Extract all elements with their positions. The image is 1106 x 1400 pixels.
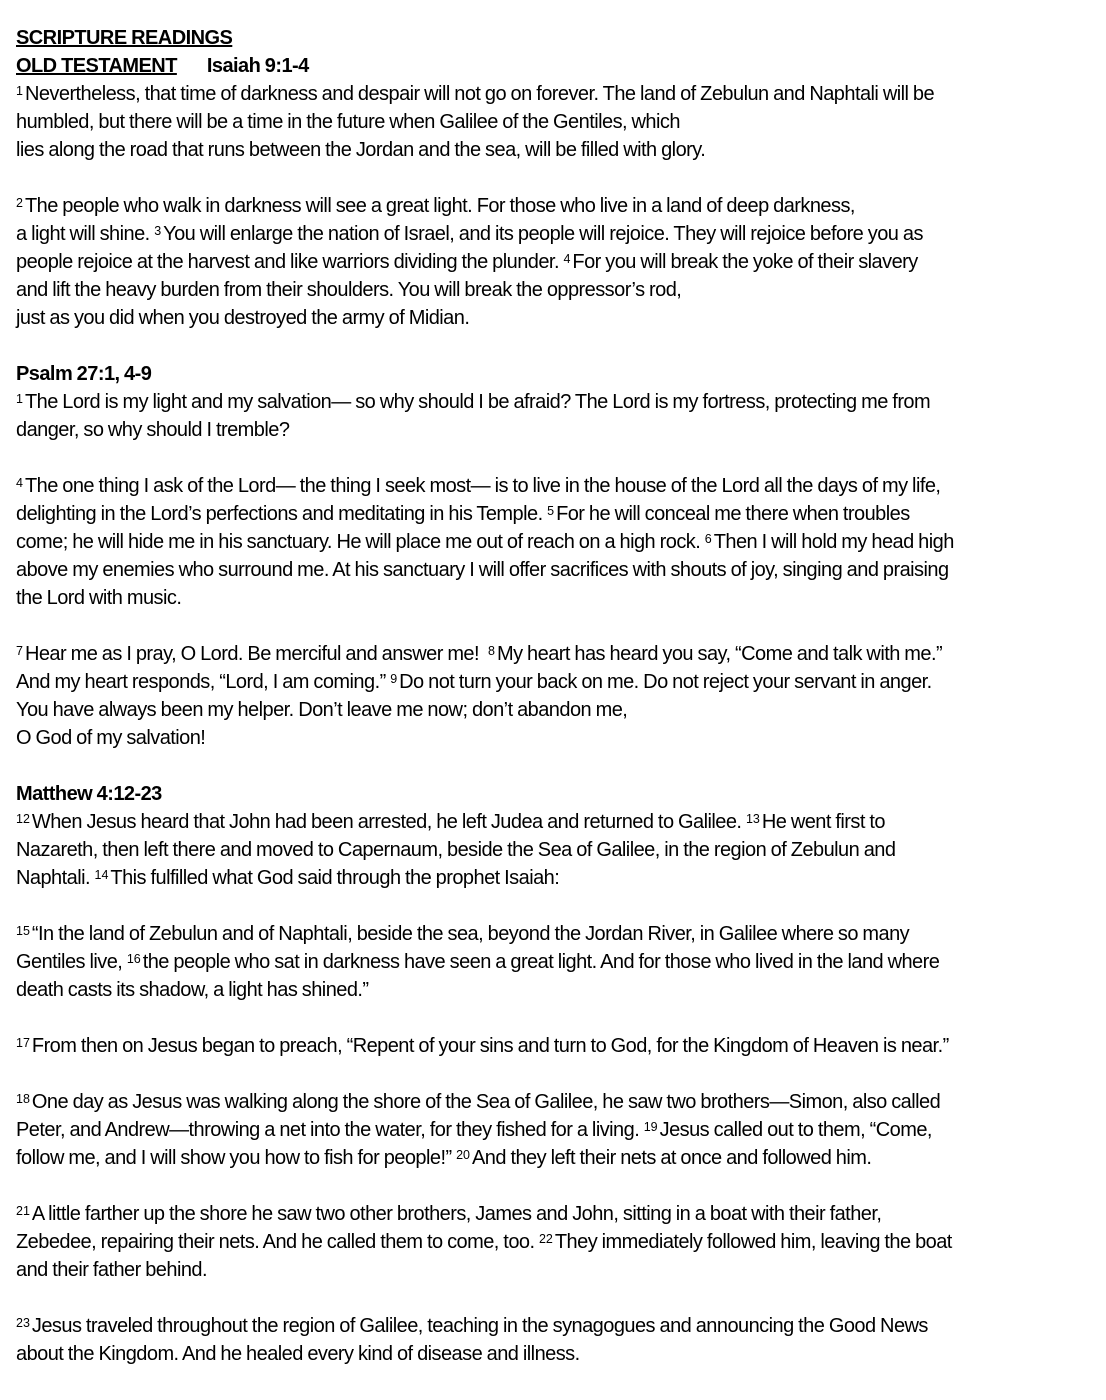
- verse-number: 1: [16, 392, 23, 406]
- paragraph-gap: [16, 1060, 1090, 1088]
- verse-number: 1: [16, 84, 23, 98]
- verse-text: Zebedee, repairing their nets. And he called them to come, too.: [16, 1231, 535, 1253]
- matthew-paragraph-5: [16, 1200, 1090, 1284]
- verse-text: Then I will hold my head high: [713, 531, 954, 553]
- verse-text: He went first to: [761, 811, 885, 833]
- verse-number: 22: [538, 1232, 553, 1246]
- paragraph-gap: [16, 332, 1090, 360]
- verse-text: When Jesus heard that John had been arrested, he left Judea and returned to Galilee.: [31, 811, 742, 833]
- verse-number: 16: [126, 952, 141, 966]
- verse-text: Peter, and Andrew—throwing a net into the water, for they fished for a living.: [16, 1119, 640, 1141]
- isaiah-paragraph-2: [16, 192, 1090, 332]
- matthew-paragraph-3: [16, 1032, 1090, 1060]
- gospel-heading: Matthew 4:12-23: [16, 783, 162, 805]
- paragraph-gap: [16, 1284, 1090, 1312]
- verse-text: You will enlarge the nation of Israel, and its people will rejoice. They will rejoice before you as: [163, 223, 923, 245]
- verse-text: Nazareth, then left there and moved to Capernaum, beside the Sea of Galilee, in the region of Zebulun and: [16, 839, 896, 861]
- verse-text: Jesus traveled throughout the region of Galilee, teaching in the synagogues and announcing the Good News: [31, 1315, 928, 1337]
- verse-text: “In the land of Zebulun and of Naphtali, beside the sea, beyond the Jordan River, in Galilee where so many: [31, 923, 910, 945]
- psalm-paragraph-2: [16, 472, 1090, 612]
- verse-text: And they left their nets at once and followed him.: [472, 1147, 872, 1169]
- verse-text: The people who walk in darkness will see a great light. For those who live in a land of deep darkness,: [24, 195, 855, 217]
- paragraph-gap: [16, 1172, 1090, 1200]
- verse-text: My heart has heard you say, “Come and talk with me.”: [496, 643, 943, 665]
- paragraph-gap: [16, 444, 1090, 472]
- verse-text: about the Kingdom. And he healed every kind of disease and illness.: [16, 1343, 580, 1365]
- verse-text: O God of my salvation!: [16, 727, 206, 749]
- verse-text: For he will conceal me there when troubles: [556, 503, 910, 525]
- verse-text: This fulfilled what God said through the prophet Isaiah:: [110, 867, 560, 889]
- verse-number: 18: [16, 1092, 30, 1106]
- paragraph-gap: [16, 752, 1090, 780]
- verse-text: people rejoice at the harvest and like warriors dividing the plunder.: [16, 251, 559, 273]
- verse-number: 6: [704, 532, 712, 546]
- verse-text: Nevertheless, that time of darkness and despair will not go on forever. The land of Zebulun and Naphtali will be: [24, 83, 935, 105]
- document-title: SCRIPTURE READINGS: [16, 27, 233, 49]
- verse-text: One day as Jesus was walking along the shore of the Sea of Galilee, he saw two brothers—Simon, also called: [31, 1091, 941, 1113]
- verse-text: and lift the heavy burden from their shoulders. You will break the oppressor’s rod,: [16, 279, 682, 301]
- verse-text: humbled, but there will be a time in the future when Galilee of the Gentiles, which: [16, 111, 680, 133]
- verse-text: follow me, and I will show you how to fish for people!”: [16, 1147, 452, 1169]
- verse-text: and their father behind.: [16, 1259, 208, 1281]
- verse-text: You have always been my helper. Don’t leave me now; don’t abandon me,: [16, 699, 628, 721]
- verse-text: lies along the road that runs between the Jordan and the sea, will be filled with glory.: [16, 139, 706, 161]
- verse-text: Do not turn your back on me. Do not reject your servant in anger.: [399, 671, 932, 693]
- verse-text: the Lord with music.: [16, 587, 182, 609]
- verse-number: 20: [456, 1148, 471, 1162]
- verse-number: 23: [16, 1316, 30, 1330]
- verse-text: The Lord is my light and my salvation— so why should I be afraid? The Lord is my fortress, protecting me from: [24, 391, 931, 413]
- matthew-paragraph-1: [16, 808, 1090, 892]
- psalm-paragraph-1: [16, 388, 1090, 444]
- verse-text: Jesus called out to them, “Come,: [659, 1119, 932, 1141]
- verse-number: 5: [547, 504, 555, 518]
- verse-text: A little farther up the shore he saw two other brothers, James and John, sitting in a boat with their father,: [31, 1203, 882, 1225]
- verse-text: Gentiles live,: [16, 951, 123, 973]
- verse-number: 8: [488, 644, 495, 658]
- matthew-paragraph-4: [16, 1088, 1090, 1172]
- old-testament-label: OLD TESTAMENT: [16, 55, 177, 77]
- verse-text: They immediately followed him, leaving the boat: [554, 1231, 952, 1253]
- verse-number: 12: [16, 812, 30, 826]
- verse-number: 14: [94, 868, 109, 882]
- verse-text: a light will shine.: [16, 223, 150, 245]
- verse-number: 9: [390, 672, 398, 686]
- verse-text: Naphtali.: [16, 867, 90, 889]
- paragraph-gap: [16, 164, 1090, 192]
- verse-number: 4: [563, 252, 571, 266]
- verse-text: delighting in the Lord’s perfections and meditating in his Temple.: [16, 503, 543, 525]
- verse-text: death casts its shadow, a light has shined.”: [16, 979, 369, 1001]
- verse-number: 15: [16, 924, 30, 938]
- isaiah-paragraph-1: [16, 80, 1090, 164]
- verse-text: The one thing I ask of the Lord— the thing I seek most— is to live in the house of the Lord all the days of my life,: [24, 475, 941, 497]
- matthew-paragraph-2: [16, 920, 1090, 1004]
- paragraph-gap: [16, 892, 1090, 920]
- old-testament-heading: [16, 52, 1090, 80]
- verse-number: 21: [16, 1204, 30, 1218]
- verse-number: 3: [154, 224, 162, 238]
- matthew-paragraph-6: [16, 1312, 1090, 1368]
- verse-number: 19: [643, 1120, 658, 1134]
- verse-text: just as you did when you destroyed the army of Midian.: [16, 307, 470, 329]
- verse-number: 2: [16, 196, 23, 210]
- verse-text: From then on Jesus began to preach, “Repent of your sins and turn to God, for the Kingdom of Heaven is near.”: [31, 1035, 949, 1057]
- verse-number: 17: [16, 1036, 30, 1050]
- paragraph-gap: [16, 1004, 1090, 1032]
- verse-text: For you will break the yoke of their slavery: [572, 251, 918, 273]
- old-testament-reference: Isaiah 9:1-4: [206, 55, 309, 77]
- verse-text: the people who sat in darkness have seen a great light. And for those who lived in the land where: [142, 951, 940, 973]
- psalm-paragraph-3: [16, 640, 1090, 752]
- paragraph-gap: [16, 612, 1090, 640]
- verse-number: 13: [745, 812, 760, 826]
- verse-text: danger, so why should I tremble?: [16, 419, 290, 441]
- verse-text: And my heart responds, “Lord, I am coming.”: [16, 671, 386, 693]
- verse-text: above my enemies who surround me. At his sanctuary I will offer sacrifices with shouts of joy, singing and praising: [16, 559, 949, 581]
- verse-number: 7: [16, 644, 23, 658]
- verse-text: come; he will hide me in his sanctuary. He will place me out of reach on a high rock.: [16, 531, 701, 553]
- verse-number: 4: [16, 476, 23, 490]
- psalm-heading: Psalm 27:1, 4-9: [16, 363, 152, 385]
- verse-text: Hear me as I pray, O Lord. Be merciful and answer me!: [24, 643, 480, 665]
